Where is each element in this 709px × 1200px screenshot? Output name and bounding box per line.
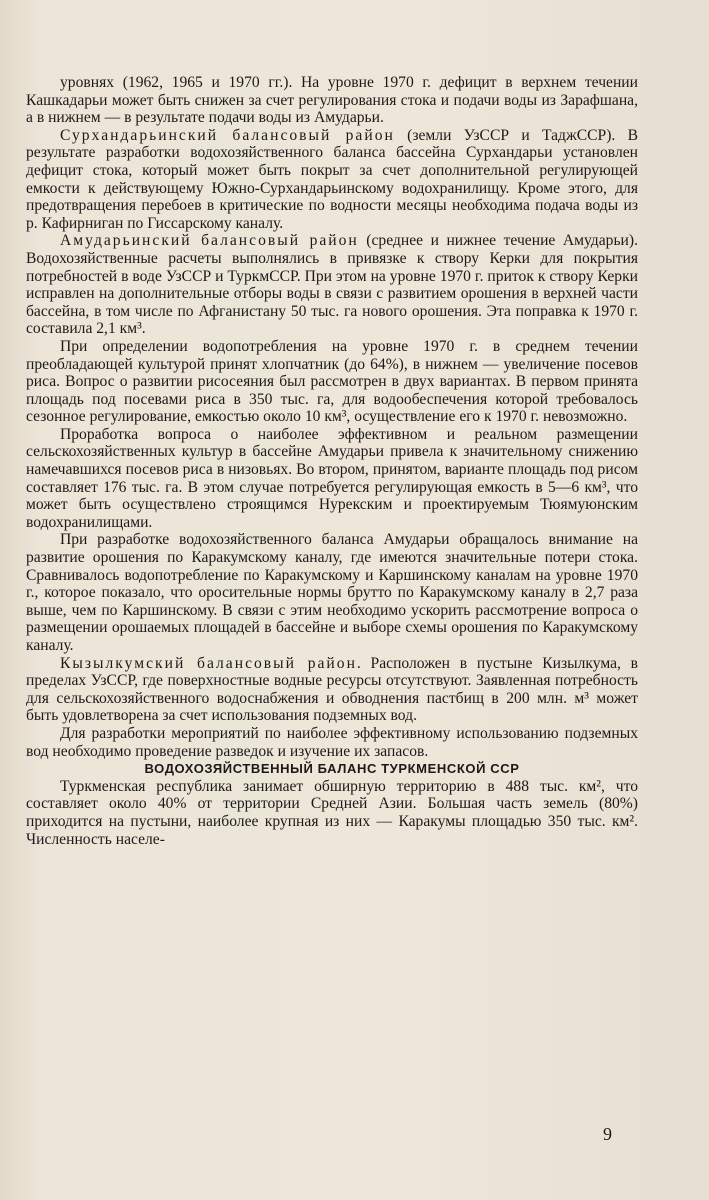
section-heading: ВОДОХОЗЯЙСТВЕННЫЙ БАЛАНС ТУРКМЕНСКОЙ ССР	[144, 761, 520, 777]
paragraph-text: Для разработки мероприятий по наиболее эффективному использованию подземных вод необходимо проведение разведок и изучение их запасов.	[26, 724, 638, 760]
paragraph-turkmen	[26, 778, 638, 848]
region-name: Кызылкумский балансовый район	[60, 654, 357, 672]
paragraph-4	[26, 338, 638, 426]
paragraph-8	[26, 725, 638, 760]
paragraph-text: уровнях (1962, 1965 и 1970 гг.). На уровне 1970 г. дефицит в верхнем течении Кашкадарьи может быть снижен за счет регулирования стока и подачи воды из Зарафшана, а в нижнем — в результате подачи воды из Амударьи.	[26, 74, 638, 127]
paragraph-1	[26, 74, 638, 127]
paragraph-6	[26, 531, 638, 654]
paragraph-text: (среднее и нижнее течение Амударьи). Водохозяйственные расчеты выполнялись в привязке к створу Керки для покрытия потребностей в воде УзССР и ТуркмССР. При этом на уровне 1970 г. приток к створу Керки исправлен на дополнительные отборы воды в связи с развитием орошения в верхней части бассейна, в том числе по Афганистану 50 тыс. га нового орошения. Эта поправка к 1970 г. составила 2,1 км³.	[26, 232, 638, 338]
paragraph-text: При определении водопотребления на уровне 1970 г. в среднем течении преобладающей культурой принят хлопчатник (до 64%), в нижнем — увеличение посевов риса. Вопрос о развитии рисосеяния был рассмотрен в двух вариантах. В первом принята площадь под посевами риса в 350 тыс. га, для водообеспечения которой требовалось сезонное регулирование, емкостью около 10 км³, осуществление его к 1970 г. невозможно.	[26, 337, 638, 426]
paragraph-text: (земли УзССР и ТаджССР). В результате разработки водохозяйственного баланса бассейна Сурхандарьи установлен дефицит стока, который может быть покрыт за счет дополнительной регулирующей емкости к действующему Южно-Сурхандарьинскому водохранилищу. Кроме этого, для предотвращения перебоев в критические по водности месяцы необходима подача воды из р. Кафирниган по Гиссарскому каналу.	[26, 126, 638, 232]
region-name: Амударьинский балансовый район	[60, 232, 359, 250]
page-text	[26, 74, 638, 848]
paragraph-amudarya	[26, 232, 638, 338]
paragraph-text: При разработке водохозяйственного баланса Амударьи обращалось внимание на развитие орошения по Каракумскому каналу, где имеются значительные потери стока. Сравнивалось водопотребление по Каракумскому и Каршинскому каналам на уровне 1970 г., которое показало, что оросительные нормы брутто по Каракумскому каналу в 2,7 раза выше, чем по Каршинскому. В связи с этим необходимо ускорить рассмотрение вопроса о размещении орошаемых площадей в бассейне и выборе схемы орошения по Каракумскому каналу.	[26, 531, 638, 654]
paragraph-text: Туркменская республика занимает обширную территорию в 488 тыс. км², что составляет около 40% от территории Средней Азии. Большая часть земель (80%) приходится на пустыни, наиболее крупная из них — Каракумы площадью 350 тыс. км². Численность населе-	[26, 777, 638, 848]
paragraph-text: . Расположен в пустыне Кизылкума, в пределах УзССР, где поверхностные водные ресурсы отсутствуют. Заявленная потребность для сельскохозяйственного водоснабжения и обводнения пастбищ в 200 млн. м³ может быть удовлетворена за счет использования подземных вод.	[26, 654, 639, 725]
page-number: 9	[603, 1124, 612, 1144]
paragraph-surkhandarya	[26, 127, 638, 233]
region-name: Сурхандарьинский балансовый район	[60, 126, 395, 144]
paragraph-5	[26, 426, 638, 532]
paragraph-text: Проработка вопроса о наиболее эффективном и реальном размещении сельскохозяйственных культур в бассейне Амударьи привела к значительному снижению намечавшихся посевов риса в низовьях. Во втором, принятом, варианте площадь под рисом составляет 176 тыс. га. В этом случае потребуется регулирующая емкость в 5—6 км³, что может быть осуществлено строящимся Нурекским и проектируемым Тюямуюнским водохранилищами.	[26, 425, 638, 531]
paragraph-kyzylkum	[26, 655, 638, 725]
